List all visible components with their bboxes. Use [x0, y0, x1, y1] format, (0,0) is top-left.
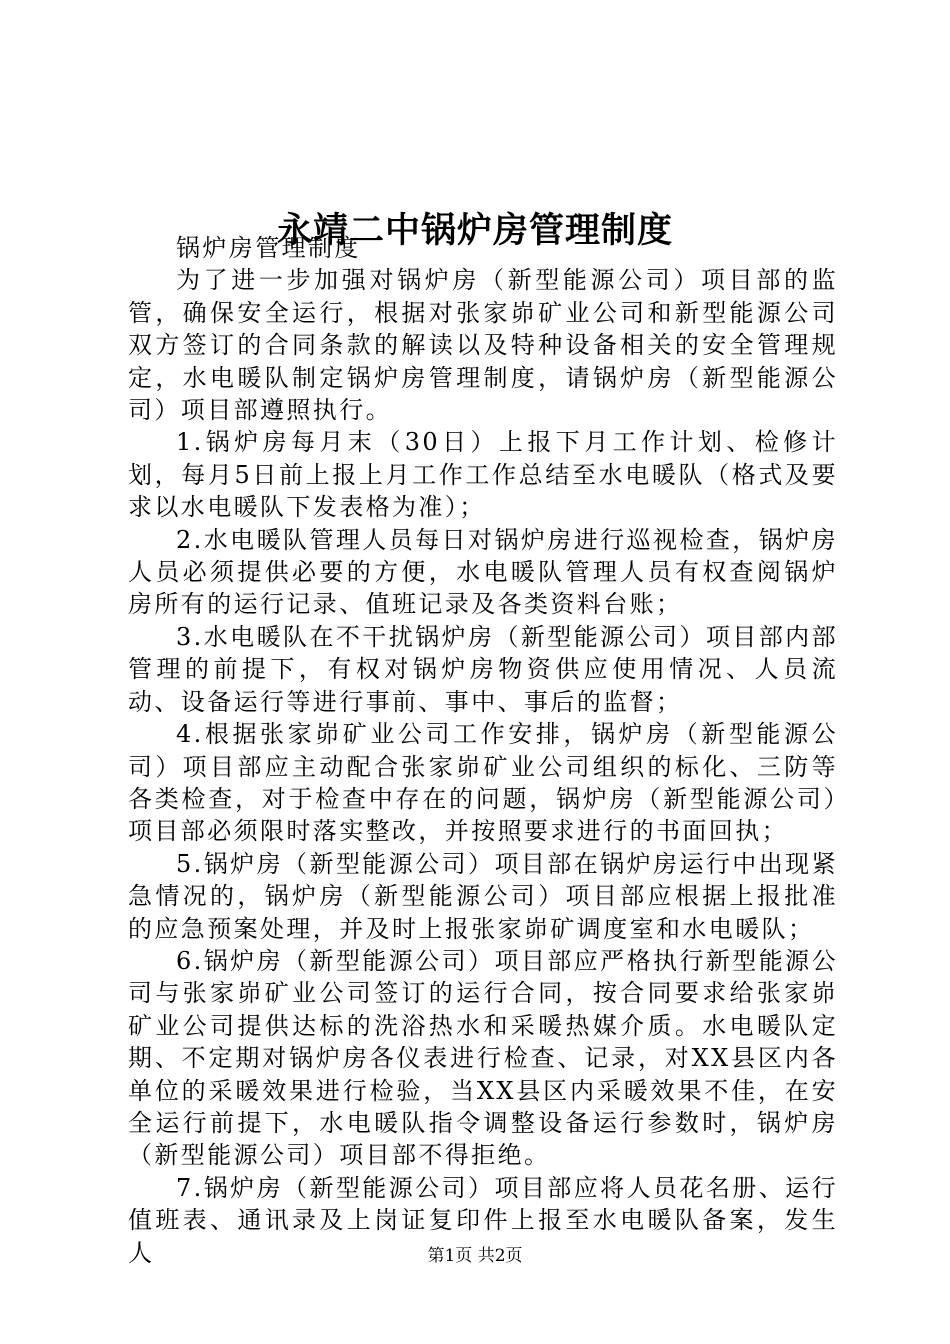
document-subtitle: 锅炉房管理制度	[176, 234, 361, 262]
paragraph-item-5: 5.锅炉房（新型能源公司）项目部在锅炉房运行中出现紧急情况的，锅炉房（新型能源公司）项目部应根据上报批准的应急预案处理，并及时上报张家峁矿调度室和水电暖队；	[128, 849, 838, 943]
paragraph-item-4: 4.根据张家峁矿业公司工作安排，锅炉房（新型能源公司）项目部应主动配合张家峁矿业公司组织的标化、三防等各类检查，对于检查中存在的问题，锅炉房（新型能源公司）项目部必须限时落实整改，并按照要求进行的书面回执；	[128, 720, 838, 846]
paragraph-item-6: 6.锅炉房（新型能源公司）项目部应严格执行新型能源公司与张家峁矿业公司签订的运行合同，按合同要求给张家峁矿业公司提供达标的洗浴热水和采暖热媒介质。水电暖队定期、不定期对锅炉房各仪表进行检查、记录，对XX县区内各单位的采暖效果进行检验，当XX县区内采暖效果不佳，在安全运行前提下，水电暖队指令调整设备运行参数时，锅炉房（新型能源公司）项目部不得拒绝。	[128, 946, 838, 1170]
paragraph-item-7: 7.锅炉房（新型能源公司）项目部应将人员花名册、运行值班表、通讯录及上岗证复印件上报至水电暖队备案，发生人	[128, 1173, 838, 1267]
paragraph-item-3: 3.水电暖队在不干扰锅炉房（新型能源公司）项目部内部管理的前提下，有权对锅炉房物资供应使用情况、人员流动、设备运行等进行事前、事中、事后的监督；	[128, 622, 838, 716]
paragraph-item-1: 1.锅炉房每月末（30日）上报下月工作计划、检修计划，每月5日前上报上月工作工作总结至水电暖队（格式及要求以水电暖队下发表格为准）；	[128, 428, 838, 522]
page-number: 第1页	[427, 1246, 473, 1266]
document-body	[128, 232, 838, 1269]
paragraph-item-2: 2.水电暖队管理人员每日对锅炉房进行巡视检查，锅炉房人员必须提供必要的方便，水电暖队管理人员有权查阅锅炉房所有的运行记录、值班记录及各类资料台账；	[128, 525, 838, 619]
page-total: 共2页	[477, 1246, 523, 1266]
paragraph-intro: 为了进一步加强对锅炉房（新型能源公司）项目部的监管，确保安全运行，根据对张家峁矿业公司和新型能源公司双方签订的合同条款的解读以及特种设备相关的安全管理规定，水电暖队制定锅炉房管理制度，请锅炉房（新型能源公司）项目部遵照执行。	[128, 266, 838, 425]
page-title: 永靖二中锅炉房管理制度	[276, 210, 673, 252]
page-footer	[0, 1244, 950, 1268]
